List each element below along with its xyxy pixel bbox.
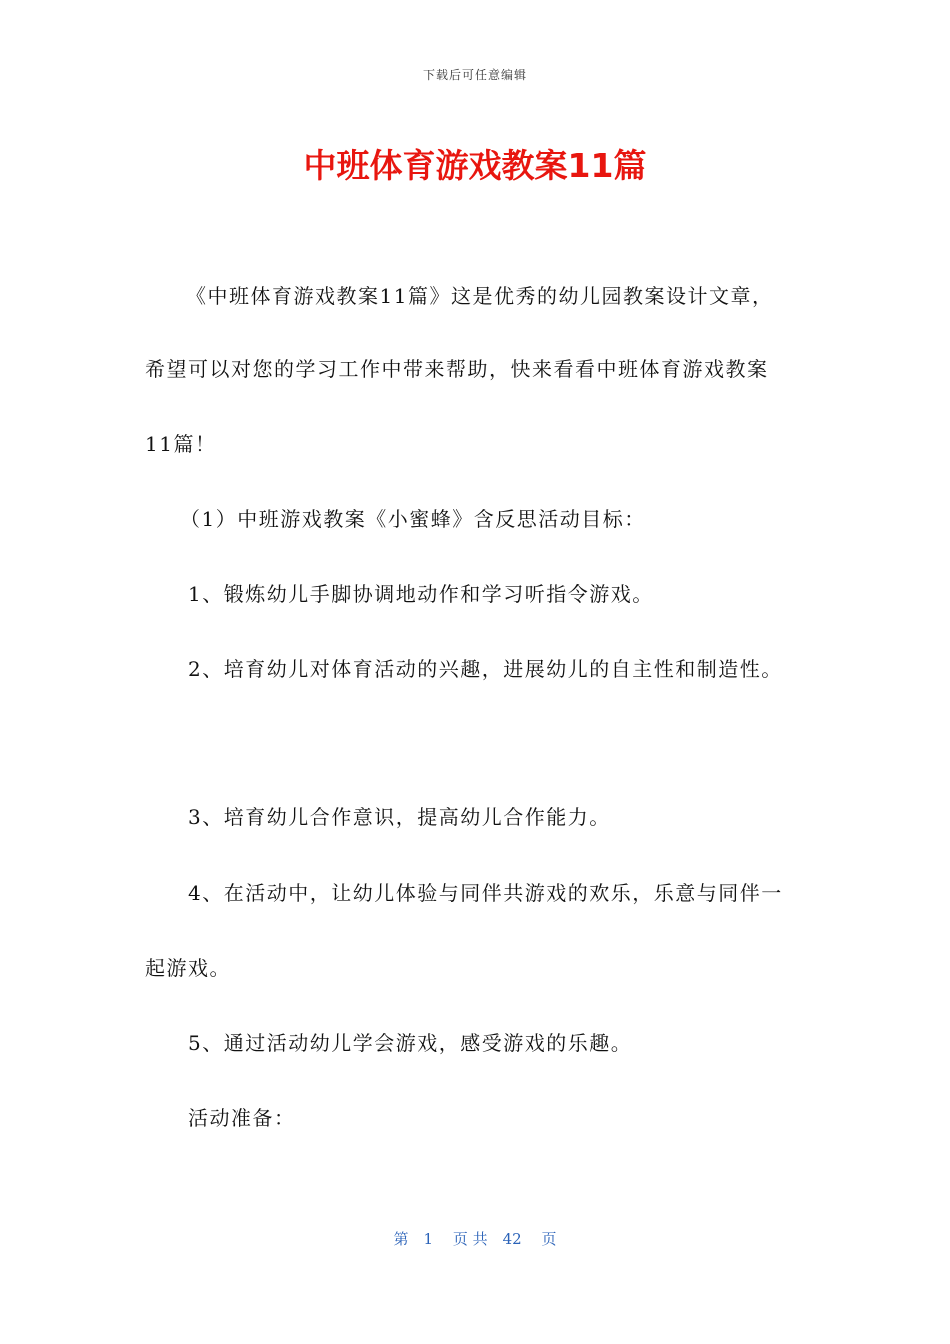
list-item: 1、锻炼幼儿手脚协调地动作和学习听指令游戏。 — [188, 582, 654, 606]
list-item: 3、培育幼儿合作意识，提高幼儿合作能力。 — [188, 805, 611, 829]
paragraph-line: 11篇！ — [145, 432, 217, 456]
paragraph-line: 《中班体育游戏教案11篇》这是优秀的幼儿园教案设计文章， — [186, 284, 774, 308]
list-item-continuation: 起游戏。 — [145, 956, 231, 980]
section-heading: 活动准备： — [188, 1106, 296, 1130]
page-number-footer: 第 1 页 共 42 页 — [393, 1230, 557, 1248]
header-note: 下载后可任意编辑 — [422, 68, 527, 82]
list-item: 5、通过活动幼儿学会游戏，感受游戏的乐趣。 — [188, 1031, 633, 1055]
list-item: 2、培育幼儿对体育活动的兴趣，进展幼儿的自主性和制造性。 — [188, 657, 783, 681]
paragraph-line: 希望可以对您的学习工作中带来帮助，快来看看中班体育游戏教案 — [145, 357, 769, 381]
document-title: 中班体育游戏教案11篇 — [303, 146, 647, 185]
list-item: 4、在活动中，让幼儿体验与同伴共游戏的欢乐，乐意与同伴一 — [188, 881, 783, 905]
section-heading: （1）中班游戏教案《小蜜蜂》含反思活动目标： — [180, 507, 646, 531]
